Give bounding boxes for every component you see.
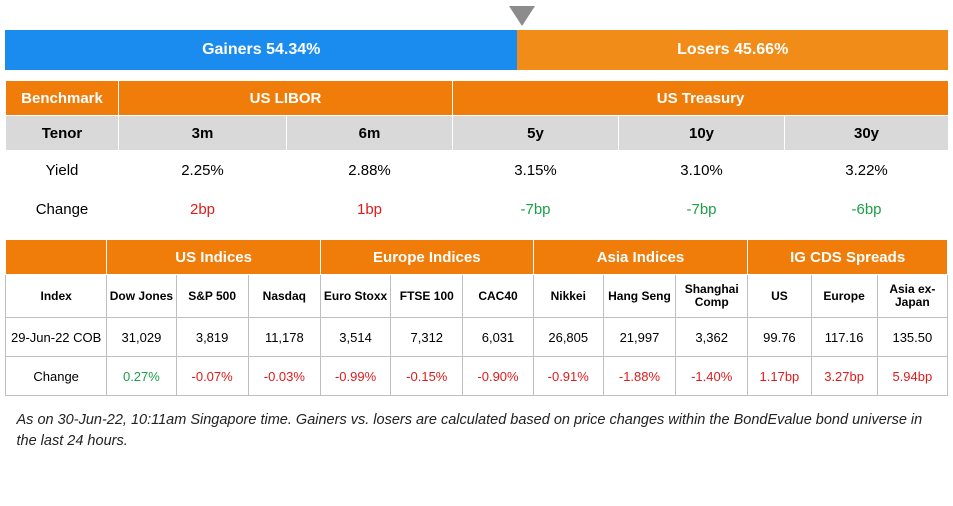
group-header-us-treasury: US Treasury [453, 81, 949, 116]
cob-sp500: 3,819 [176, 318, 248, 357]
cob-cds-asia-ex-japan: 135.50 [877, 318, 947, 357]
group-header-europe-indices: Europe Indices [320, 240, 533, 275]
change-cds-asia-ex-japan: 5.94bp [877, 357, 947, 396]
indices-table [5, 239, 948, 396]
change-dow-jones: 0.27% [107, 357, 176, 396]
tenor-10y: 10y [619, 116, 785, 151]
benchmark-table [5, 80, 949, 229]
change-hang-seng: -1.88% [603, 357, 675, 396]
change-cds-us: 1.17bp [748, 357, 811, 396]
split-marker-icon [509, 6, 535, 26]
change-cds-europe: 3.27bp [811, 357, 877, 396]
tenor-label: Tenor [6, 116, 119, 151]
indices-corner-cell [6, 240, 107, 275]
change-3m: 2bp [119, 190, 287, 229]
column-hang-seng: Hang Seng [603, 275, 675, 318]
row-label-change: Change [6, 357, 107, 396]
losers-segment: Losers 45.66% [517, 30, 948, 70]
column-sp500: S&P 500 [176, 275, 248, 318]
column-cds-us: US [748, 275, 811, 318]
yield-3m: 2.25% [119, 151, 287, 190]
tenor-row [6, 116, 949, 151]
column-cds-europe: Europe [811, 275, 877, 318]
cob-nikkei: 26,805 [533, 318, 603, 357]
change-ftse-100: -0.15% [391, 357, 463, 396]
group-header-ig-cds-spreads: IG CDS Spreads [748, 240, 948, 275]
row-label-cob: 29-Jun-22 COB [6, 318, 107, 357]
column-euro-stoxx: Euro Stoxx [320, 275, 390, 318]
benchmark-label: Benchmark [6, 81, 119, 116]
cob-shanghai-comp: 3,362 [676, 318, 748, 357]
column-dow-jones: Dow Jones [107, 275, 176, 318]
column-nikkei: Nikkei [533, 275, 603, 318]
yield-30y: 3.22% [785, 151, 949, 190]
cob-ftse-100: 7,312 [391, 318, 463, 357]
tenor-6m: 6m [287, 116, 453, 151]
yield-6m: 2.88% [287, 151, 453, 190]
change-row [6, 190, 949, 229]
change-nasdaq: -0.03% [248, 357, 320, 396]
yield-5y: 3.15% [453, 151, 619, 190]
cob-nasdaq: 11,178 [248, 318, 320, 357]
change-cac40: -0.90% [463, 357, 533, 396]
change-30y: -6bp [785, 190, 949, 229]
footnote-text: As on 30-Jun-22, 10:11am Singapore time. Gainers vs. losers are calculated based on price changes within the BondEvalue bond universe in the last 24 hours. [16, 412, 923, 449]
column-nasdaq: Nasdaq [248, 275, 320, 318]
column-cds-asia-ex-japan: Asia ex-Japan [877, 275, 947, 318]
change-label: Change [6, 190, 119, 229]
gainers-losers-marker-row [5, 0, 948, 30]
cob-cds-europe: 117.16 [811, 318, 877, 357]
gainers-segment: Gainers 54.34% [5, 30, 517, 70]
cob-euro-stoxx: 3,514 [320, 318, 390, 357]
gainers-losers-bar [5, 30, 948, 70]
benchmark-group-row [6, 81, 949, 116]
yield-label: Yield [6, 151, 119, 190]
change-nikkei: -0.91% [533, 357, 603, 396]
table-row [6, 357, 948, 396]
cob-cds-us: 99.76 [748, 318, 811, 357]
yield-10y: 3.10% [619, 151, 785, 190]
yield-row [6, 151, 949, 190]
change-5y: -7bp [453, 190, 619, 229]
change-sp500: -0.07% [176, 357, 248, 396]
change-10y: -7bp [619, 190, 785, 229]
tenor-3m: 3m [119, 116, 287, 151]
column-shanghai-comp: Shanghai Comp [676, 275, 748, 318]
tenor-5y: 5y [453, 116, 619, 151]
cob-hang-seng: 21,997 [603, 318, 675, 357]
table-row [6, 318, 948, 357]
column-cac40: CAC40 [463, 275, 533, 318]
cob-dow-jones: 31,029 [107, 318, 176, 357]
tenor-30y: 30y [785, 116, 949, 151]
change-shanghai-comp: -1.40% [676, 357, 748, 396]
change-euro-stoxx: -0.99% [320, 357, 390, 396]
change-6m: 1bp [287, 190, 453, 229]
cob-cac40: 6,031 [463, 318, 533, 357]
group-header-asia-indices: Asia Indices [533, 240, 748, 275]
indices-group-row [6, 240, 948, 275]
indices-column-header-row [6, 275, 948, 318]
group-header-us-indices: US Indices [107, 240, 321, 275]
index-header: Index [6, 275, 107, 318]
column-ftse-100: FTSE 100 [391, 275, 463, 318]
group-header-us-libor: US LIBOR [119, 81, 453, 116]
